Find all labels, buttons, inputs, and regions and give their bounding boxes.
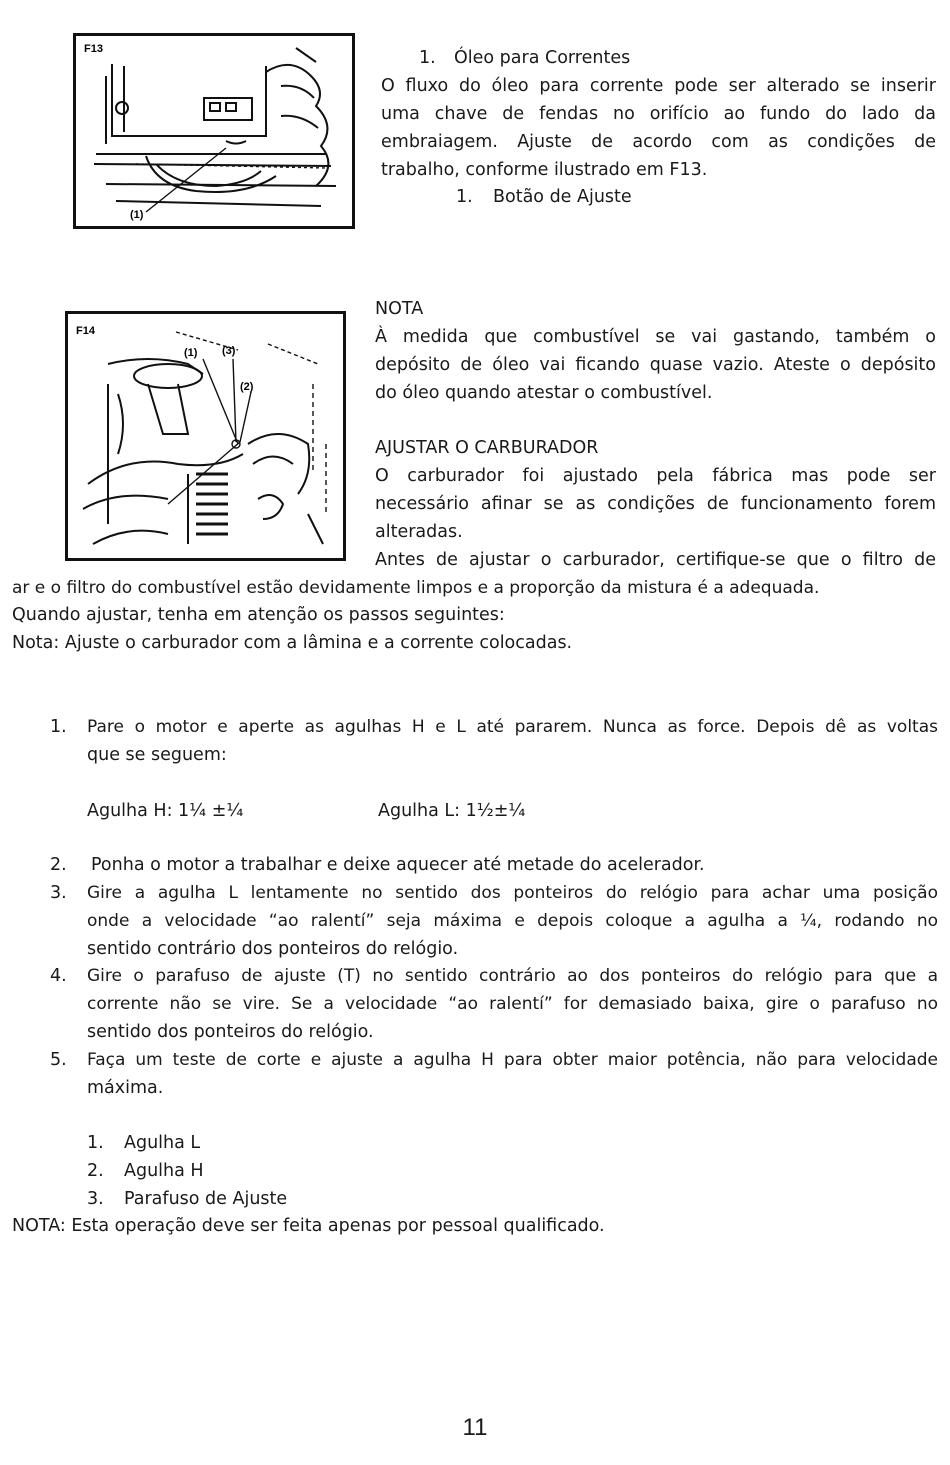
step-4-number: 4.: [50, 966, 67, 986]
step-3-line-1: Gire a agulha L lentamente no sentido dos ponteiros do relógio para achar uma posição: [87, 883, 938, 903]
legend-2-label: Agulha H: [124, 1161, 204, 1181]
carb-line-6: Quando ajustar, tenha em atenção os passos seguintes:: [12, 605, 505, 625]
carburator-needles-illustration: [68, 314, 343, 558]
legend-3-label: Parafuso de Ajuste: [124, 1189, 288, 1209]
step-2-number: 2.: [50, 855, 67, 875]
step-3-number: 3.: [50, 883, 67, 903]
step-3-line-2: onde a velocidade “ao ralentí” seja máxima e depois coloque a agulha a ¼, rodando no: [87, 911, 938, 931]
step-1-line-2: que se seguem:: [87, 745, 227, 765]
step-5-line-1: Faça um teste de corte e ajuste a agulha H para obter maior potência, não para velocidade: [87, 1050, 938, 1070]
note-line-1: À medida que combustível se vai gastando, também o: [375, 327, 936, 347]
oil-legend-number: 1.: [456, 187, 473, 207]
carb-line-1: O carburador foi ajustado pela fábrica mas pode ser: [375, 466, 936, 486]
note-title: NOTA: [375, 299, 424, 319]
note-line-3: do óleo quando atestar o combustível.: [375, 383, 713, 403]
legend-1-number: 1.: [87, 1133, 104, 1153]
callout-2: (2): [240, 381, 254, 393]
carb-line-3: alteradas.: [375, 522, 463, 542]
step-1-line-1: Pare o motor e aperte as agulhas H e L até pararem. Nunca as force. Depois dê as voltas: [87, 717, 938, 737]
figure-label: F13: [84, 43, 103, 55]
needle-h-setting: Agulha H: 1¼ ±¼: [87, 801, 244, 821]
figure-f13: [73, 33, 355, 229]
carb-line-4: Antes de ajustar o carburador, certifique-se que o filtro de: [375, 550, 936, 570]
carb-line-7: Nota: Ajuste o carburador com a lâmina e a corrente colocadas.: [12, 633, 573, 653]
step-5-number: 5.: [50, 1050, 67, 1070]
oil-heading-number: 1.: [419, 48, 436, 68]
oil-legend-label: Botão de Ajuste: [493, 187, 632, 207]
chainsaw-oil-adjust-illustration: [76, 36, 352, 226]
callout-1: (1): [130, 209, 144, 221]
step-4-line-2: corrente não se vire. Se a velocidade “ao ralentí” for demasiado baixa, gire o parafuso no: [87, 994, 938, 1014]
callout-3: (3): [222, 345, 236, 357]
legend-1-label: Agulha L: [124, 1133, 201, 1153]
oil-line-1: O fluxo do óleo para corrente pode ser alterado se inserir: [381, 76, 936, 96]
page-number: 11: [462, 1414, 488, 1441]
needle-l-setting: Agulha L: 1½±¼: [378, 801, 526, 821]
figure-f14: [65, 311, 346, 561]
step-5-line-2: máxima.: [87, 1078, 164, 1098]
legend-2-number: 2.: [87, 1161, 104, 1181]
oil-line-3: embraiagem. Ajuste de acordo com as condições de: [381, 132, 936, 152]
legend-3-number: 3.: [87, 1189, 104, 1209]
callout-1: (1): [184, 347, 198, 359]
note-line-2: depósito de óleo vai ficando quase vazio. Ateste o depósito: [375, 355, 936, 375]
figure-label: F14: [76, 325, 95, 337]
step-1-number: 1.: [50, 717, 67, 737]
step-2-line-1: Ponha o motor a trabalhar e deixe aquecer até metade do acelerador.: [91, 855, 705, 875]
carb-title: AJUSTAR O CARBURADOR: [375, 438, 599, 458]
carb-line-2: necessário afinar se as condições de funcionamento forem: [375, 494, 936, 514]
step-3-line-3: sentido contrário dos ponteiros do relógio.: [87, 939, 459, 959]
oil-line-4: trabalho, conforme ilustrado em F13.: [381, 160, 708, 180]
step-4-line-3: sentido dos ponteiros do relógio.: [87, 1022, 374, 1042]
carb-line-5: ar e o filtro do combustível estão devidamente limpos e a proporção da mistura é a adequada.: [12, 578, 820, 598]
step-4-line-1: Gire o parafuso de ajuste (T) no sentido contrário ao dos ponteiros do relógio para que a: [87, 966, 938, 986]
oil-line-2: uma chave de fendas no orifício ao fundo do lado da: [381, 104, 936, 124]
oil-heading: Óleo para Correntes: [454, 48, 631, 68]
final-note: NOTA: Esta operação deve ser feita apenas por pessoal qualificado.: [12, 1216, 605, 1236]
